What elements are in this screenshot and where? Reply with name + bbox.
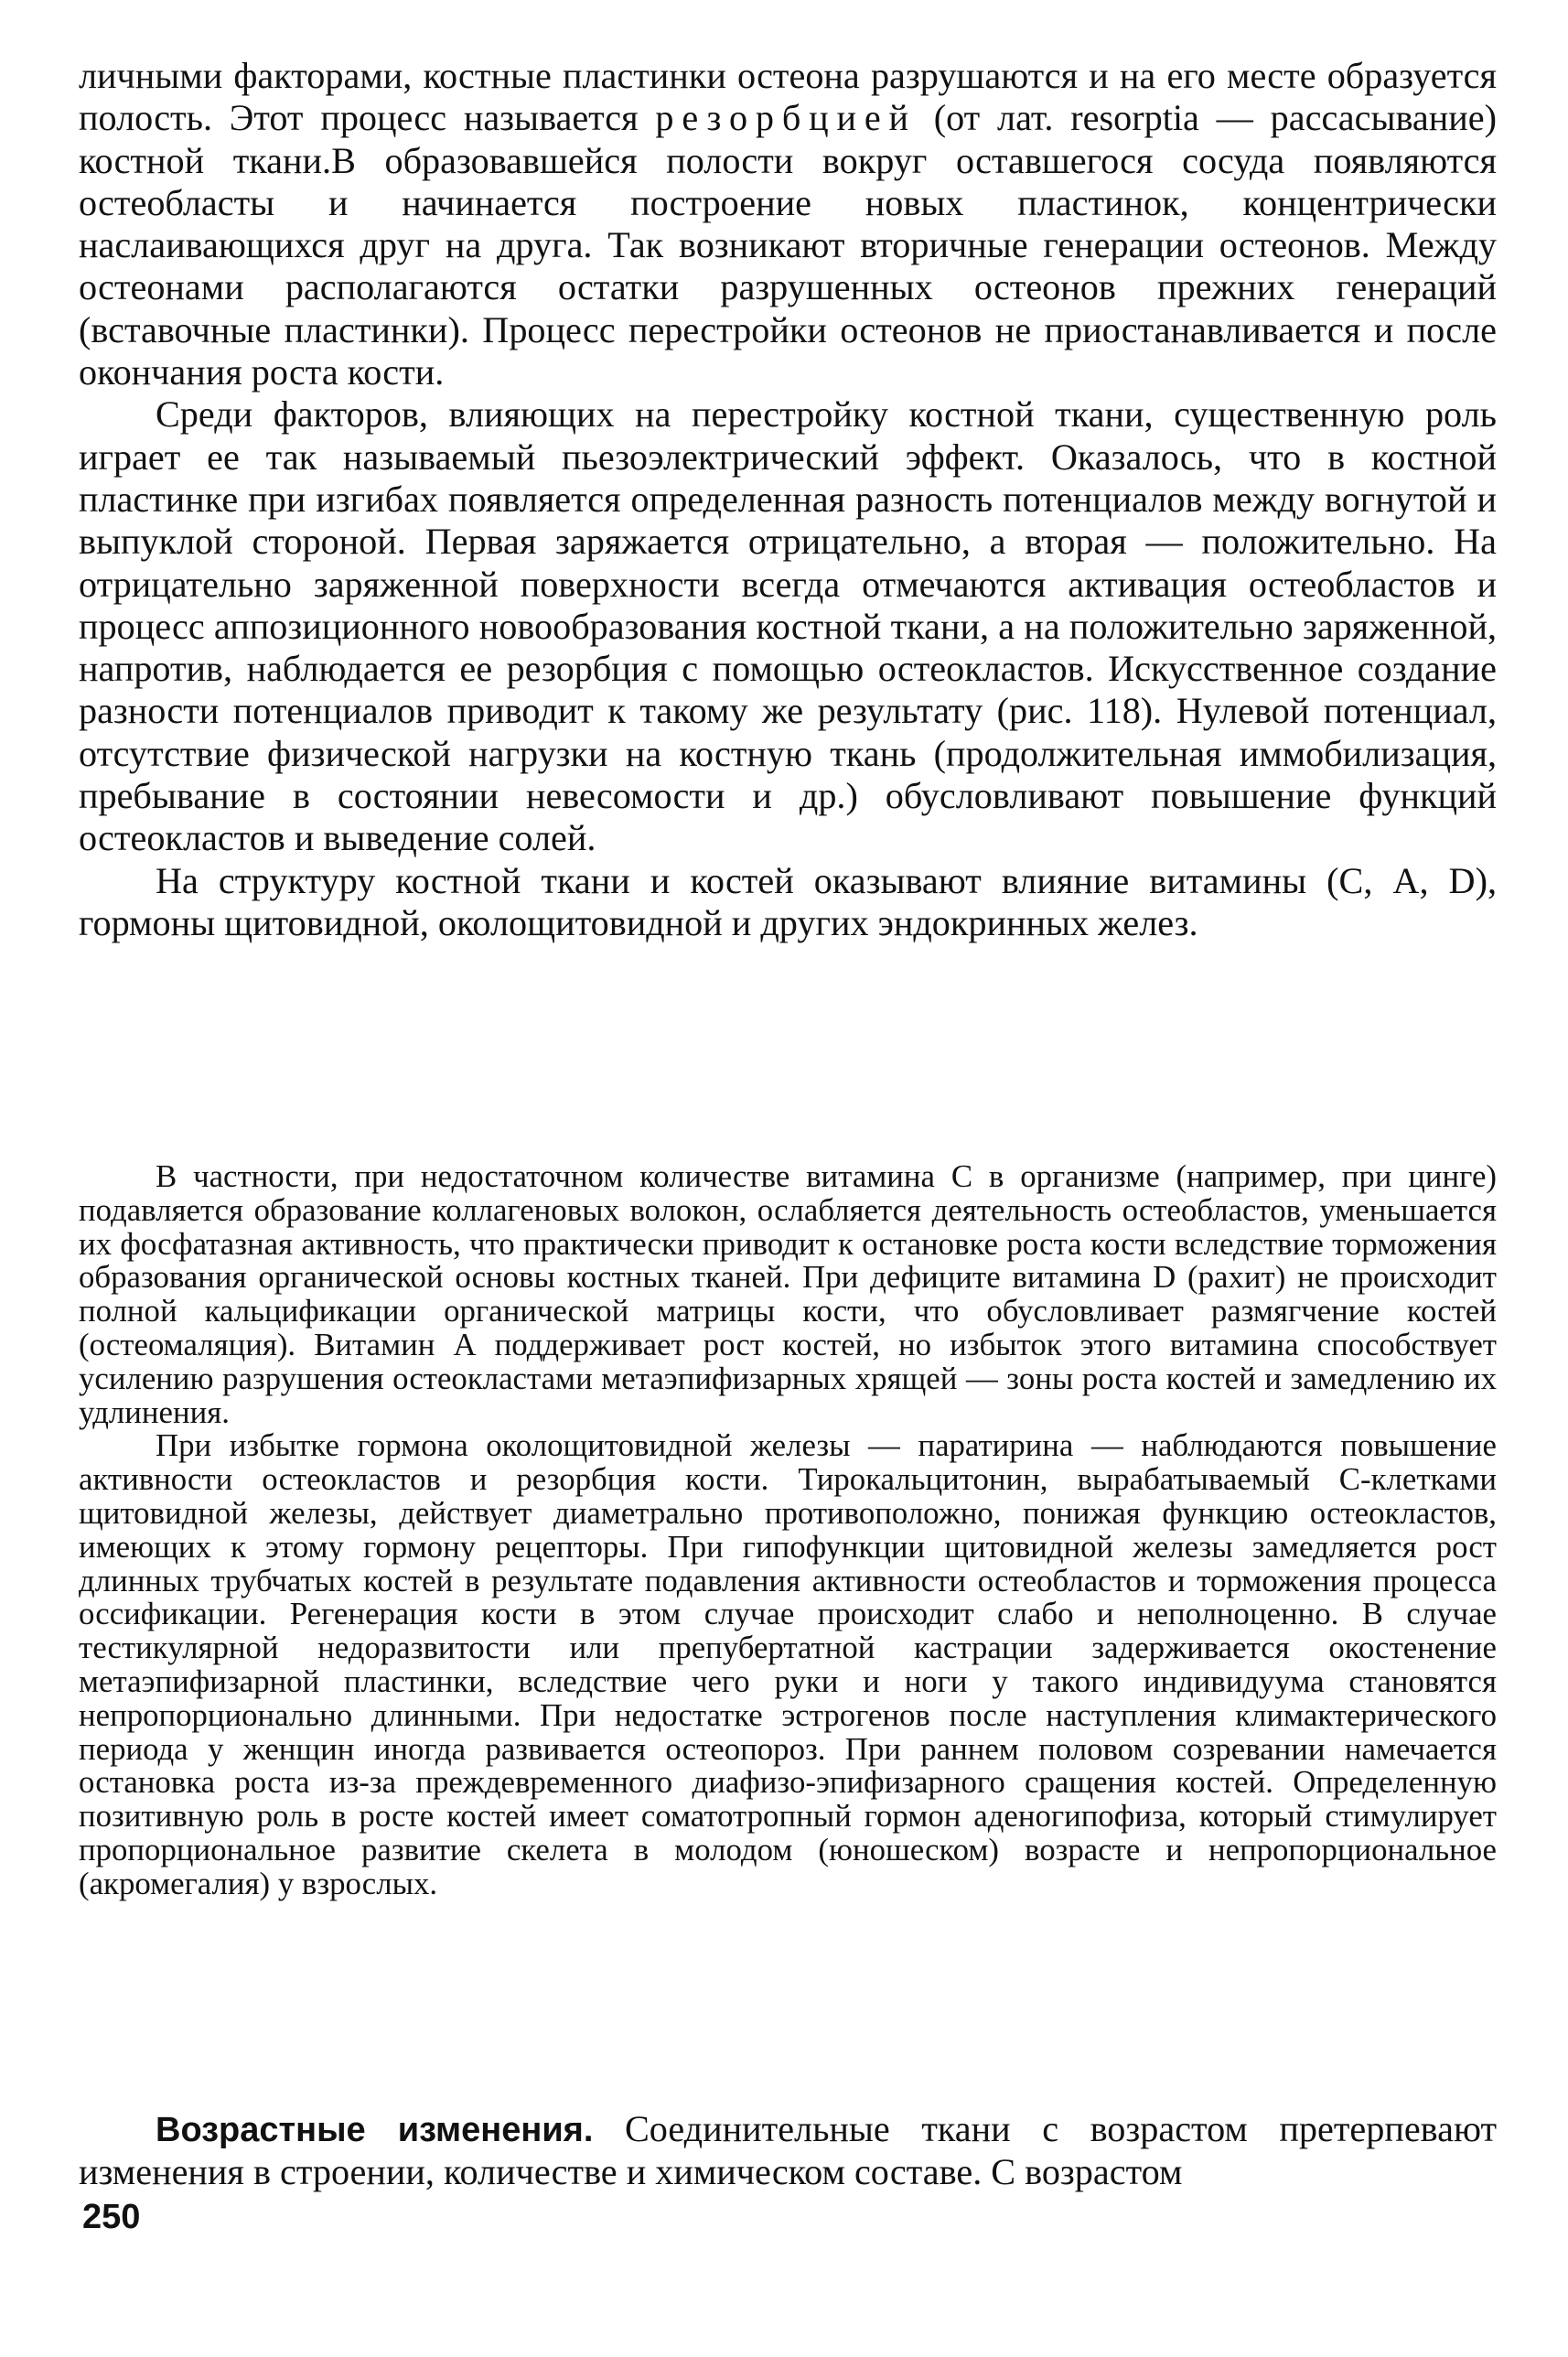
main-text-block: [79, 55, 1497, 944]
section-heading: Возрастные изменения.: [156, 2111, 594, 2149]
term-resorption: резорбцией: [655, 97, 917, 139]
paragraph-piezoelectric-effect: Среди факторов, влияющих на перестройку костной ткани, существенную роль играет ее так называемый пьезоэлектрический эффект. Оказалось, что в костной пластинке при изгибах появляется определенная разность потенциалов между вогнутой и выпуклой стороной. Первая заряжается отрицательно, а вторая — положительно. На отрицательно заряженной поверхности всегда отмечаются активация остеобластов и процесс аппозиционного новообразования костной ткани, а на положительно заряженной, напротив, наблюдается ее резорбция с помощью остеокластов. Искусственное создание разности потенциалов приводит к такому же результату (рис. 118). Нулевой потенциал, отсутствие физической нагрузки на костную ткань (продолжительная иммобилизация, пребывание в состоянии невесомости и др.) обусловливают повышение функций остеокластов и выведение солей.: [79, 393, 1497, 859]
paragraph-hormone-effects: При избытке гормона околощитовидной железы — паратирина — наблюдаются повышение активности остеокластов и резорбция кости. Тирокальцитонин, вырабатываемый С-клетками щитовидной железы, действует диаметрально противоположно, понижая функцию остеокластов, имеющих к этому гормону рецепторы. При гипофункции щитовидной железы замедляется рост длинных трубчатых костей в результате подавления активности остеобластов и торможения процесса оссификации. Регенерация кости в этом случае происходит слабо и неполноценно. В случае тестикулярной недоразвитости или препубертатной кастрации задерживается окостенение метаэпифизарной пластинки, вследствие чего руки и ноги у такого индивидуума становятся непропорционально длинными. При недостатке эстрогенов после наступления климактерического периода у женщин иногда развивается остеопороз. При раннем половом созревании намечается остановка роста из-за преждевременного диафизо-эпифизарного сращения костей. Определенную позитивную роль в росте костей имеет соматотропный гормон аденогипофиза, который стимулирует пропорциональное развитие скелета в молодом (юношеском) возрасте и непропорциональное (акромегалия) у взрослых.: [79, 1427, 1497, 1901]
section-age-changes: [79, 2108, 1497, 2194]
paragraph-vitamins-hormones: На структуру костной ткани и костей оказывают влияние витамины (С, А, D), гормоны щитовидной, околощитовидной и других эндокринных желез.: [79, 859, 1497, 943]
paragraph-osteon-resorption: личными факторами, костные пластинки остеона разрушаются и на его месте образуется полость. Этот процесс называется резорбцией (от лат. resorptia — рассасывание) костной ткани.В образовавшейся полости вокруг оставшегося сосуда появляются остеобласты и начинается построение новых пластинок, концентрически наслаивающихся друг на друга. Так возникают вторичные генерации остеонов. Между остеонами располагаются остатки разрушенных остеонов прежних генераций (вставочные пластинки). Процесс перестройки остеонов не приостанавливается и после окончания роста кости.: [79, 55, 1497, 393]
paragraph-vitamin-effects: В частности, при недостаточном количестве витамина С в организме (например, при цинге) подавляется образование коллагеновых волокон, ослабляется деятельность остеобластов, уменьшается их фосфатазная активность, что практически приводит к остановке роста кости вследствие торможения образования органической основы костных тканей. При дефиците витамина D (рахит) не происходит полной кальцификации органической матрицы кости, что обусловливает размягчение костей (остеомаляция). Витамин А поддерживает рост костей, но избыток этого витамина способствует усилению разрушения остеокластами метаэпифизарных хрящей — зоны роста костей и замедлению их удлинения.: [79, 1158, 1497, 1430]
page-number: 250: [82, 2198, 141, 2236]
small-print-block: [79, 1160, 1497, 1901]
section-intro-text: Соединительные ткани с возрастом претерпевают изменения в строении, количестве и химическом составе. С возрастом: [79, 2108, 1498, 2193]
